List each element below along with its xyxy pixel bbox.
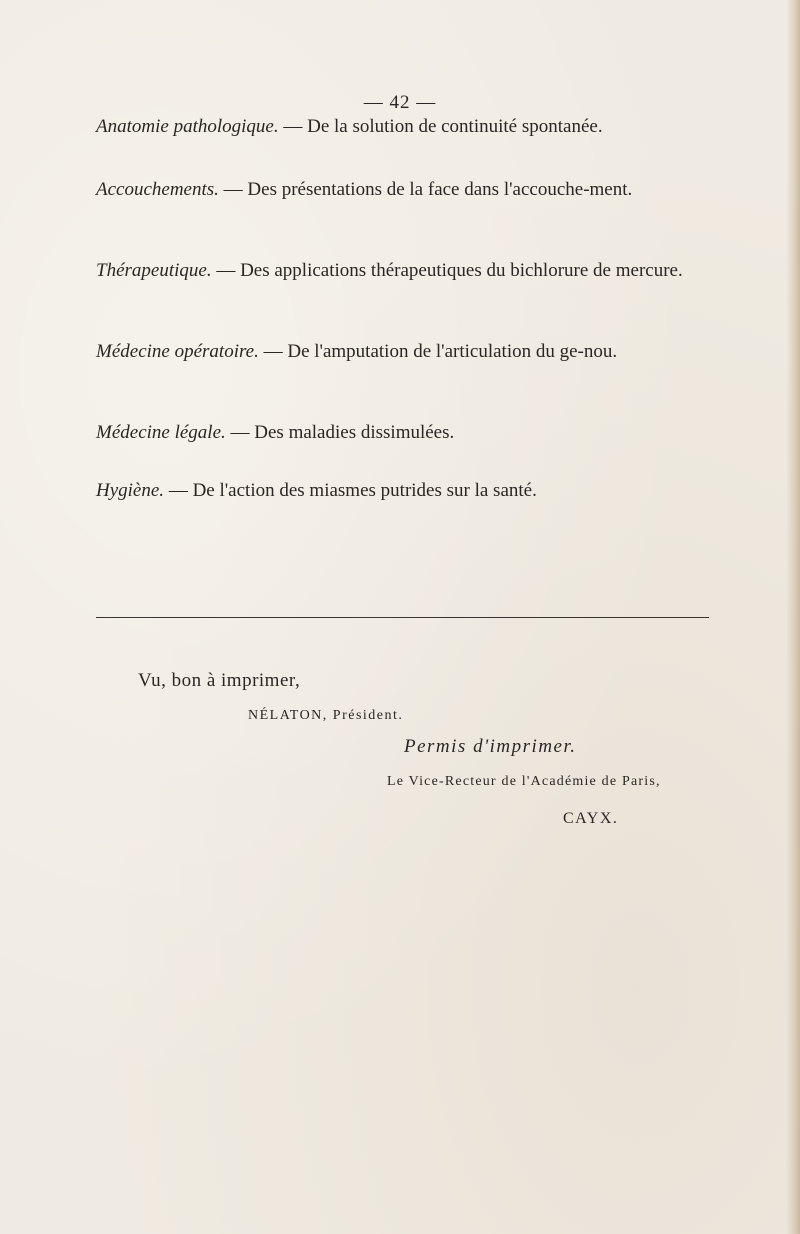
thesis-question-anatomie <box>96 111 746 143</box>
section-divider <box>96 617 709 618</box>
question-subject: Hygiène. <box>96 480 165 501</box>
page-edge-shadow <box>786 0 800 1234</box>
question-subject: Médecine opératoire. <box>96 341 259 362</box>
question-text: — De la solution de continuité spontanée. <box>278 116 603 137</box>
thesis-question-accouchements <box>96 174 746 206</box>
page-number: — 42 — <box>363 92 437 113</box>
question-text: — De l'amputation de l'articulation du ge-nou. <box>258 341 618 362</box>
question-subject: Anatomie pathologique. <box>96 116 279 137</box>
thesis-question-therapeutique <box>96 255 746 287</box>
president-signature: NÉLATON, Président. <box>248 708 404 723</box>
question-text: — De l'action des miasmes putrides sur la santé. <box>164 480 537 501</box>
question-subject: Thérapeutique. <box>96 260 212 281</box>
approval-line: Vu, bon à imprimer, <box>138 670 301 691</box>
permission-line: Permis d'imprimer. <box>404 736 577 757</box>
question-text: — Des applications thérapeutiques du bichlorure de mercure. <box>211 260 683 281</box>
question-text: — Des maladies dissimulées. <box>225 422 455 443</box>
question-subject: Accouchements. <box>96 179 219 200</box>
rector-line: Le Vice-Recteur de l'Académie de Paris, <box>387 774 661 789</box>
question-subject: Médecine légale. <box>96 422 226 443</box>
thesis-question-medecine-operatoire <box>96 336 746 368</box>
rector-signature: CAYX. <box>563 810 619 827</box>
thesis-question-hygiene <box>96 475 746 507</box>
question-text: — Des présentations de la face dans l'accouche-ment. <box>218 179 633 200</box>
thesis-question-medecine-legale <box>96 417 746 449</box>
